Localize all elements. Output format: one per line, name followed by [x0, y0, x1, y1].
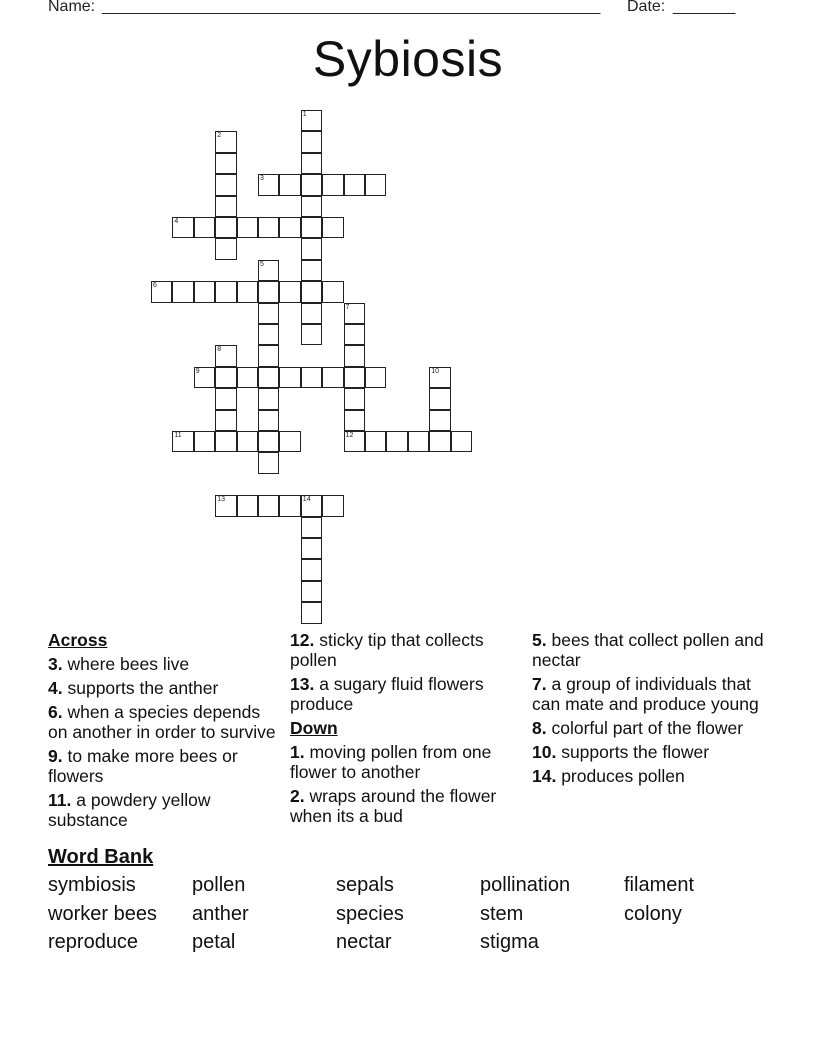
grid-cell[interactable]	[301, 238, 322, 259]
date-line[interactable]: _______	[673, 0, 736, 15]
grid-cell[interactable]	[429, 367, 450, 388]
word-bank-word: nectar	[336, 931, 392, 953]
grid-cell[interactable]	[344, 367, 365, 388]
grid-cell[interactable]	[322, 174, 343, 195]
grid-cell[interactable]	[301, 517, 322, 538]
grid-cell[interactable]	[279, 431, 300, 452]
grid-cell[interactable]	[258, 303, 279, 324]
grid-cell[interactable]	[215, 131, 236, 152]
grid-cell[interactable]	[301, 303, 322, 324]
word-bank-word: stem	[480, 903, 524, 925]
clues-column-3	[532, 630, 764, 790]
grid-cell[interactable]	[215, 410, 236, 431]
clue-text: colorful part of the flower	[551, 718, 744, 738]
clue-text: wraps around the flower when its a bud	[290, 786, 497, 826]
grid-cell[interactable]	[451, 431, 472, 452]
grid-cell[interactable]	[215, 345, 236, 366]
clue-down-14	[532, 766, 764, 786]
grid-cell[interactable]	[301, 110, 322, 131]
cell-number: 10	[431, 367, 439, 375]
grid-cell[interactable]	[215, 153, 236, 174]
grid-cell[interactable]	[258, 367, 279, 388]
cell-number: 5	[260, 260, 264, 268]
grid-cell[interactable]	[258, 217, 279, 238]
grid-cell[interactable]	[172, 217, 193, 238]
clue-text: a sugary fluid flowers produce	[290, 674, 484, 714]
grid-cell[interactable]	[194, 217, 215, 238]
grid-cell[interactable]	[301, 281, 322, 302]
grid-cell[interactable]	[344, 324, 365, 345]
grid-cell[interactable]	[215, 367, 236, 388]
grid-cell[interactable]	[194, 367, 215, 388]
grid-cell[interactable]	[194, 431, 215, 452]
grid-cell[interactable]	[237, 281, 258, 302]
grid-cell[interactable]	[322, 281, 343, 302]
grid-cell[interactable]	[365, 431, 386, 452]
clue-number: 1.	[290, 742, 305, 762]
grid-cell[interactable]	[279, 174, 300, 195]
clue-down-8	[532, 718, 764, 738]
clue-number: 3.	[48, 654, 63, 674]
grid-cell[interactable]	[301, 495, 322, 516]
grid-cell[interactable]	[344, 431, 365, 452]
clue-number: 10.	[532, 742, 557, 762]
clue-across-9	[48, 746, 280, 786]
word-bank-word: filament	[624, 874, 695, 896]
grid-cell[interactable]	[301, 174, 322, 195]
grid-cell[interactable]	[151, 281, 172, 302]
grid-cell[interactable]	[301, 559, 322, 580]
clue-number: 8.	[532, 718, 547, 738]
grid-cell[interactable]	[215, 196, 236, 217]
grid-cell[interactable]	[258, 495, 279, 516]
grid-cell[interactable]	[194, 281, 215, 302]
cell-number: 7	[345, 303, 350, 311]
clue-across-4	[48, 678, 280, 698]
word-bank-title: Word Bank	[48, 846, 154, 868]
grid-cell[interactable]	[301, 538, 322, 559]
grid-cell[interactable]	[322, 367, 343, 388]
clue-across-3	[48, 654, 280, 674]
grid-cell[interactable]	[258, 345, 279, 366]
grid-cell[interactable]	[344, 410, 365, 431]
cell-number: 13	[217, 496, 225, 504]
word-bank-word: sepals	[336, 874, 394, 896]
grid-cell[interactable]	[258, 431, 279, 452]
cell-number: 11	[174, 432, 182, 439]
word-bank-word: symbiosis	[48, 874, 136, 896]
cell-number: 6	[153, 282, 157, 290]
grid-cell[interactable]	[344, 345, 365, 366]
clue-number: 11.	[48, 790, 72, 810]
grid-cell[interactable]	[408, 431, 429, 452]
grid-cell[interactable]	[279, 367, 300, 388]
across-heading: Across	[48, 630, 108, 650]
clue-text: produces pollen	[561, 766, 685, 786]
grid-cell[interactable]	[258, 388, 279, 409]
clue-text: when a species depends on another in order to survive	[48, 702, 276, 742]
grid-cell[interactable]	[215, 431, 236, 452]
grid-cell[interactable]	[215, 281, 236, 302]
clue-down-1	[290, 742, 522, 782]
clues-column-1	[48, 630, 280, 834]
grid-cell[interactable]	[429, 410, 450, 431]
cell-number: 3	[260, 175, 264, 183]
grid-cell[interactable]	[365, 367, 386, 388]
date-label: Date:	[627, 0, 666, 15]
word-bank-word: worker bees	[48, 903, 157, 925]
name-label: Name:	[48, 0, 96, 15]
clue-number: 5.	[532, 630, 547, 650]
grid-cell[interactable]	[301, 324, 322, 345]
clue-text: where bees live	[67, 654, 190, 674]
clue-text: to make more bees or flowers	[48, 746, 238, 786]
grid-cell[interactable]	[279, 495, 300, 516]
grid-cell[interactable]	[301, 367, 322, 388]
grid-cell[interactable]	[279, 281, 300, 302]
clue-number: 4.	[48, 678, 63, 698]
grid-cell[interactable]	[301, 196, 322, 217]
clue-down-10	[532, 742, 764, 762]
word-bank-word: anther	[192, 903, 249, 925]
grid-cell[interactable]	[386, 431, 407, 452]
grid-cell[interactable]	[344, 303, 365, 324]
grid-cell[interactable]	[215, 217, 236, 238]
clue-number: 6.	[48, 702, 63, 722]
grid-cell[interactable]	[172, 281, 193, 302]
word-bank-word: stigma	[480, 931, 539, 953]
down-heading: Down	[290, 718, 338, 738]
clue-number: 2.	[290, 786, 305, 806]
word-bank-word: pollination	[480, 874, 571, 896]
clue-text: bees that collect pollen and nectar	[532, 630, 764, 670]
clue-down-5	[532, 630, 764, 670]
word-bank-word: reproduce	[48, 931, 139, 953]
clue-down-7	[532, 674, 764, 714]
cell-number: 8	[217, 346, 222, 354]
clue-number: 13.	[290, 674, 315, 694]
grid-cell[interactable]	[258, 410, 279, 431]
grid-cell[interactable]	[215, 238, 236, 259]
grid-cell[interactable]	[301, 217, 322, 238]
grid-cell[interactable]	[322, 495, 343, 516]
grid-cell[interactable]	[429, 431, 450, 452]
cell-number: 12	[345, 432, 354, 439]
clue-across-6	[48, 702, 280, 742]
grid-cell[interactable]	[215, 388, 236, 409]
grid-cell[interactable]	[301, 260, 322, 281]
grid-cell[interactable]	[237, 217, 258, 238]
grid-cell[interactable]	[365, 174, 386, 195]
clue-text: supports the flower	[561, 742, 710, 762]
page-title: Sybiosis	[312, 31, 504, 87]
grid-cell[interactable]	[301, 581, 322, 602]
clue-text: a group of individuals that can mate and produce young	[532, 674, 759, 714]
grid-cell[interactable]	[301, 602, 322, 623]
clue-text: sticky tip that collects pollen	[290, 630, 484, 670]
grid-cell[interactable]	[237, 431, 258, 452]
grid-cell[interactable]	[258, 281, 279, 302]
clue-number: 9.	[48, 746, 63, 766]
grid-cell[interactable]	[237, 367, 258, 388]
word-bank-word: species	[336, 903, 404, 925]
grid-cell[interactable]	[258, 174, 279, 195]
clue-text: a powdery yellow substance	[48, 790, 211, 830]
cell-number: 4	[174, 218, 179, 225]
clue-text: moving pollen from one flower to another	[290, 742, 492, 782]
clue-across-13	[290, 674, 522, 714]
clue-number: 7.	[532, 674, 547, 694]
grid-cell[interactable]	[215, 495, 236, 516]
grid-cell[interactable]	[429, 388, 450, 409]
grid-cell[interactable]	[344, 388, 365, 409]
grid-cell[interactable]	[172, 431, 193, 452]
grid-cell[interactable]	[258, 324, 279, 345]
grid-cell[interactable]	[237, 495, 258, 516]
grid-cell[interactable]	[301, 131, 322, 152]
clue-down-2	[290, 786, 522, 826]
clue-number: 14.	[532, 766, 557, 786]
grid-cell[interactable]	[258, 260, 279, 281]
clues-column-2	[290, 630, 522, 830]
cell-number: 1	[302, 111, 307, 118]
clue-text: supports the anther	[67, 678, 219, 698]
cell-number: 14	[302, 496, 311, 504]
grid-cell[interactable]	[344, 174, 365, 195]
grid-cell[interactable]	[322, 217, 343, 238]
clue-across-11	[48, 790, 280, 830]
clue-across-12	[290, 630, 522, 670]
grid-cell[interactable]	[279, 217, 300, 238]
grid-cell[interactable]	[301, 153, 322, 174]
clue-number: 12.	[290, 630, 315, 650]
grid-cell[interactable]	[258, 452, 279, 473]
cell-number: 9	[195, 367, 200, 375]
word-bank-word: colony	[624, 903, 682, 925]
name-line[interactable]: ________________________________________________________	[102, 0, 601, 15]
grid-cell[interactable]	[215, 174, 236, 195]
word-bank-word: petal	[192, 931, 236, 953]
word-bank-word: pollen	[192, 874, 246, 896]
cell-number: 2	[217, 132, 222, 140]
